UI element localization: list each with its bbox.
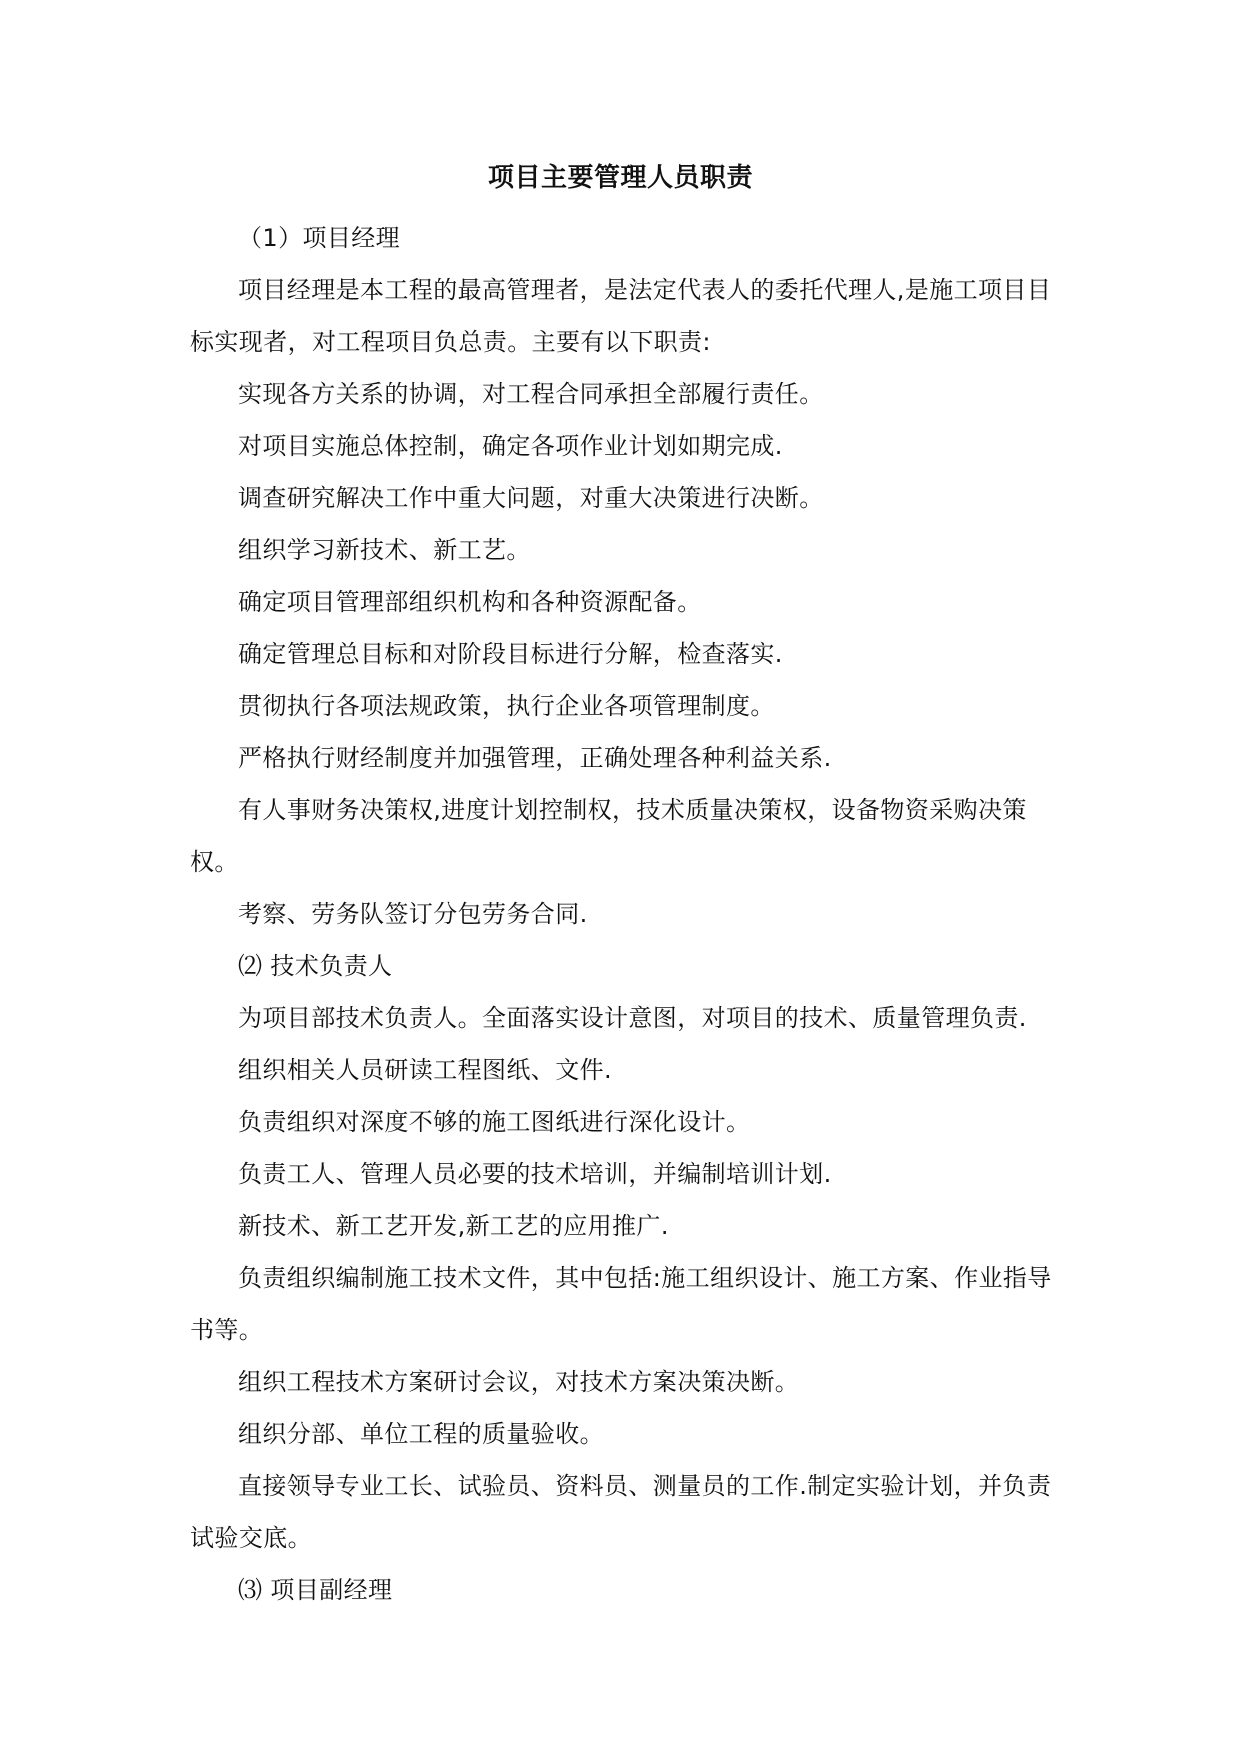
paragraph: 负责工人、管理人员必要的技术培训，并编制培训计划. xyxy=(238,1160,832,1188)
paragraph: 负责组织编制施工技术文件，其中包括:施工组织设计、施工方案、作业指导书等。 xyxy=(190,1264,1052,1344)
document-body xyxy=(190,212,1062,1616)
paragraph: 为项目部技术负责人。全面落实设计意图，对项目的技术、质量管理负责. xyxy=(238,1004,1027,1032)
paragraph: 有人事财务决策权,进度计划控制权，技术质量决策权，设备物资采购决策权。 xyxy=(190,796,1027,876)
paragraph: 确定管理总目标和对阶段目标进行分解，检查落实. xyxy=(238,640,783,668)
paragraph: 组织学习新技术、新工艺。 xyxy=(238,536,531,564)
paragraph: 负责组织对深度不够的施工图纸进行深化设计。 xyxy=(238,1108,751,1136)
paragraph: 对项目实施总体控制，确定各项作业计划如期完成. xyxy=(238,432,783,460)
paragraph: 确定项目管理部组织机构和各种资源配备。 xyxy=(238,588,702,616)
paragraph: 调查研究解决工作中重大问题，对重大决策进行决断。 xyxy=(238,484,824,512)
section-heading-technical-lead: ⑵ 技术负责人 xyxy=(238,952,393,980)
section-heading-deputy-manager: ⑶ 项目副经理 xyxy=(238,1576,393,1604)
paragraph: 组织分部、单位工程的质量验收。 xyxy=(238,1420,604,1448)
paragraph: 项目经理是本工程的最高管理者，是法定代表人的委托代理人,是施工项目目标实现者，对工程项目负总责。主要有以下职责: xyxy=(190,276,1052,356)
paragraph: 考察、劳务队签订分包劳务合同. xyxy=(238,900,588,928)
paragraph: 严格执行财经制度并加强管理，正确处理各种利益关系. xyxy=(238,744,832,772)
paragraph: 直接领导专业工长、试验员、资料员、测量员的工作.制定实验计划，并负责试验交底。 xyxy=(190,1472,1052,1552)
paragraph: 新技术、新工艺开发,新工艺的应用推广. xyxy=(238,1212,669,1240)
section-heading-project-manager: （1）项目经理 xyxy=(238,224,401,252)
paragraph: 实现各方关系的协调，对工程合同承担全部履行责任。 xyxy=(238,380,824,408)
paragraph: 贯彻执行各项法规政策，执行企业各项管理制度。 xyxy=(238,692,775,720)
paragraph: 组织相关人员研读工程图纸、文件. xyxy=(238,1056,613,1084)
paragraph: 组织工程技术方案研讨会议，对技术方案决策决断。 xyxy=(238,1368,800,1396)
document-title: 项目主要管理人员职责 xyxy=(487,163,753,193)
